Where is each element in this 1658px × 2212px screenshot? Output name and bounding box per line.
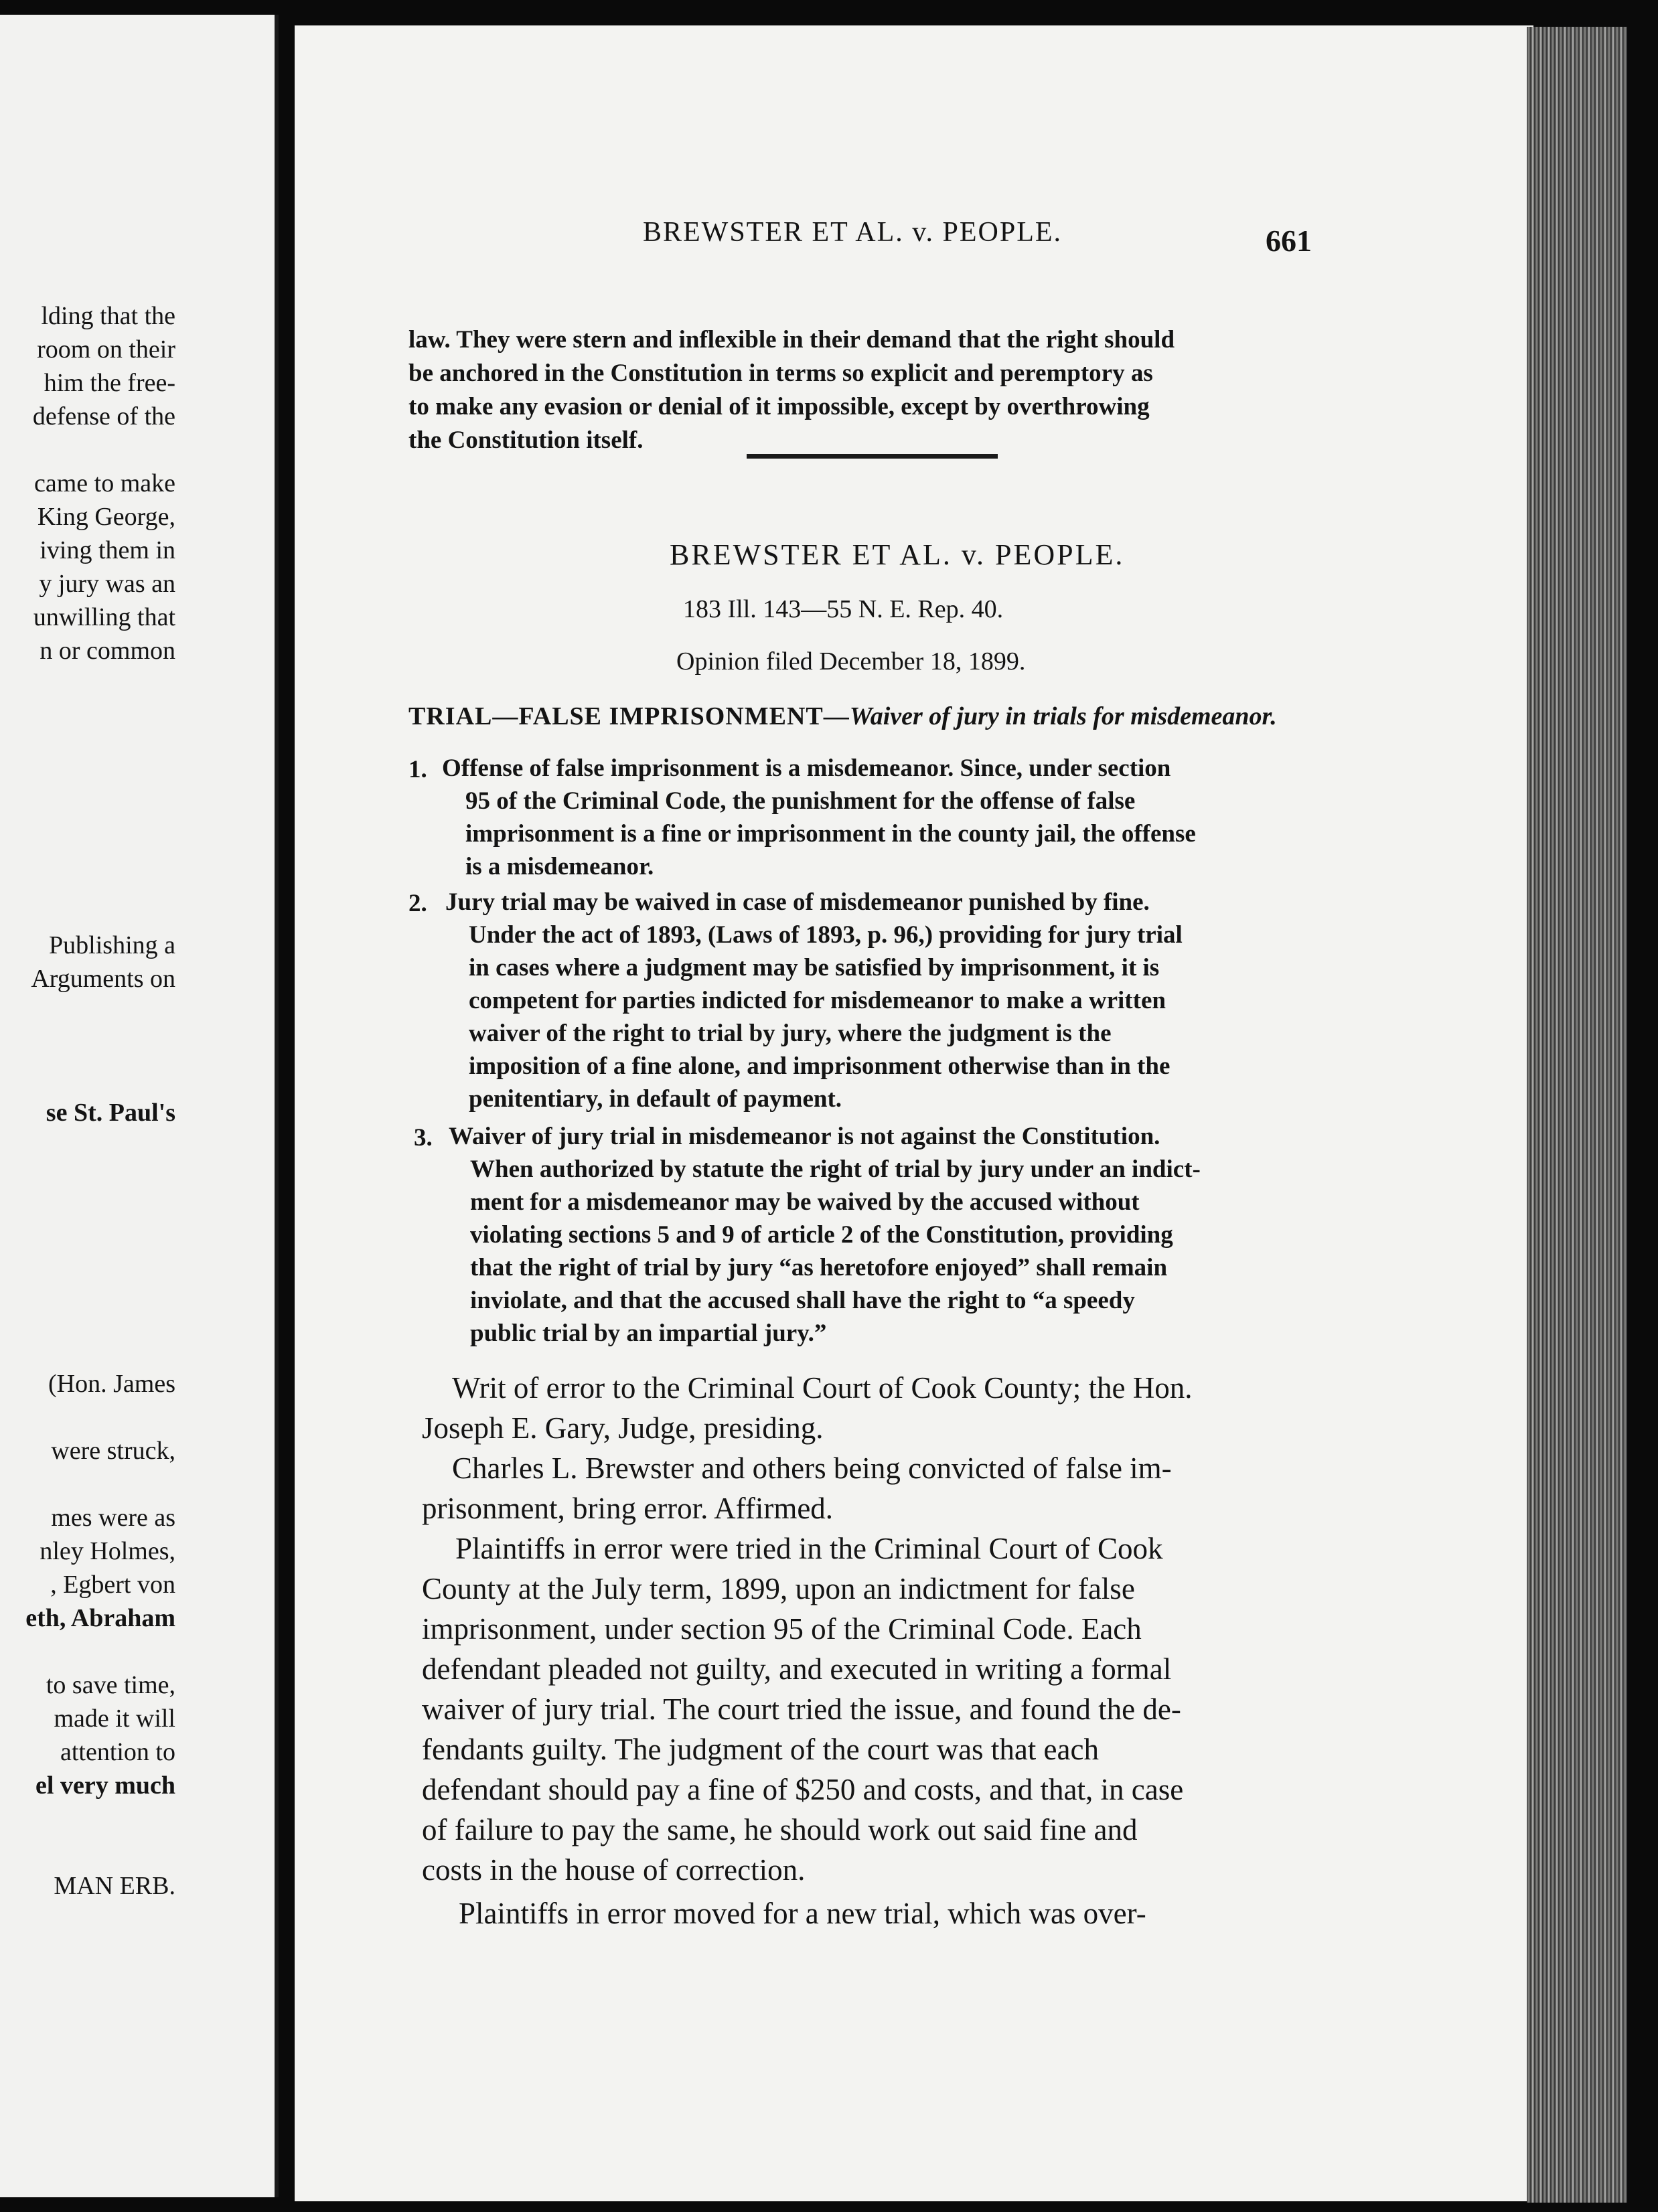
headnote-line: that the right of trial by jury “as heretofore enjoyed” shall remain [470,1254,1168,1281]
left-page-line: , Egbert von [50,1571,175,1599]
headnote-topic [408,702,1277,731]
headnote-line: imposition of a fine alone, and imprisonment otherwise than in the [469,1052,1171,1080]
page-number: 661 [1266,224,1312,258]
running-head: BREWSTER ET AL. v. PEOPLE. [643,217,1063,248]
headnote-line: 95 of the Criminal Code, the punishment for the offense of false [465,787,1136,815]
headnote-line: Under the act of 1893, (Laws of 1893, p. 96,) providing for jury trial [469,921,1183,949]
left-page-line: Publishing a [49,931,175,959]
headnote-line: public trial by an impartial jury.” [470,1320,827,1347]
left-facing-page [0,15,279,2197]
body-line: Writ of error to the Criminal Court of Cook County; the Hon. [452,1371,1193,1405]
left-page-line: him the free- [44,369,175,397]
body-line: of failure to pay the same, he should work out said fine and [422,1813,1138,1846]
headnote-line: When authorized by statute the right of trial by jury under an indict- [470,1156,1201,1183]
left-page-line: Arguments on [31,965,175,993]
headnote-line: competent for parties indicted for misdemeanor to make a written [469,987,1166,1014]
book-page-edges [1527,27,1627,2203]
left-page-line: eth, Abraham [25,1604,175,1632]
headnote-line: is a misdemeanor. [465,853,654,880]
headnote-line: waiver of the right to trial by jury, where the judgment is the [469,1020,1112,1047]
left-page-line: unwilling that [33,603,175,631]
body-line: Charles L. Brewster and others being convicted of false im- [452,1451,1172,1485]
paragraph-line: to make any evasion or denial of it impossible, except by overthrowing [408,393,1150,420]
left-page-line: iving them in [40,536,175,564]
body-line: fendants guilty. The judgment of the court was that each [422,1733,1099,1766]
headnote-line: violating sections 5 and 9 of article 2 of the Constitution, providing [470,1221,1173,1249]
section-divider-rule [747,454,998,459]
left-page-line: came to make [33,469,175,497]
headnote-line: imprisonment is a fine or imprisonment in the county jail, the offense [465,820,1196,848]
body-line: Joseph E. Gary, Judge, presiding. [422,1411,824,1445]
left-page-line: defense of the [32,402,175,430]
left-page-line: mes were as [51,1504,175,1532]
headnote-line: inviolate, and that the accused shall have the right to “a speedy [470,1287,1135,1314]
left-page-line: n or common [40,637,175,665]
left-page-line: lding that the [41,302,175,330]
headnote-detail: Waiver of jury in trials for misdemeanor. [849,702,1277,730]
body-line: defendant should pay a fine of $250 and costs, and that, in case [422,1773,1184,1806]
body-line: waiver of jury trial. The court tried the issue, and found the de- [422,1692,1181,1726]
headnote-line: Offense of false imprisonment is a misdemeanor. Since, under section [442,755,1171,782]
headnote-line: Waiver of jury trial in misdemeanor is not against the Constitution. [449,1123,1160,1150]
left-page-line: el very much [35,1771,175,1800]
headnote-line: ment for a misdemeanor may be waived by the accused without [470,1188,1140,1216]
headnote-number: 2. [408,890,427,917]
paragraph-line: law. They were stern and inflexible in their demand that the right should [408,326,1175,353]
left-page-line: y jury was an [39,570,175,598]
case-citation: 183 Ill. 143—55 N. E. Rep. 40. [683,595,1004,623]
paragraph-line: the Constitution itself. [408,426,644,454]
body-line: defendant pleaded not guilty, and executed in writing a formal [422,1652,1172,1686]
main-page [295,25,1533,2201]
left-page-line: were struck, [51,1437,175,1465]
left-page-line: (Hon. James [48,1370,175,1398]
headnote-subject: TRIAL—FALSE IMPRISONMENT— [408,702,850,730]
body-line: costs in the house of correction. [422,1853,806,1887]
body-line: prisonment, bring error. Affirmed. [422,1492,834,1525]
body-line: Plaintiffs in error were tried in the Criminal Court of Cook [455,1532,1163,1565]
case-title: BREWSTER ET AL. v. PEOPLE. [670,538,1125,571]
left-page-line: MAN ERB. [54,1872,175,1900]
left-page-line: attention to [60,1738,175,1766]
left-page-line: se St. Paul's [46,1099,175,1127]
paragraph-line: be anchored in the Constitution in terms so explicit and peremptory as [408,360,1153,387]
headnote-line: Jury trial may be waived in case of misdemeanor punished by fine. [445,888,1150,916]
left-page-line: King George, [37,503,175,531]
left-page-line: room on their [37,335,175,364]
body-line: imprisonment, under section 95 of the Criminal Code. Each [422,1612,1142,1646]
left-page-line: to save time, [46,1671,175,1699]
left-page-line: nley Holmes, [40,1537,175,1565]
body-line: County at the July term, 1899, upon an indictment for false [422,1572,1135,1605]
headnote-line: penitentiary, in default of payment. [469,1085,842,1113]
left-page-line: made it will [54,1705,175,1733]
headnote-number: 3. [414,1124,433,1152]
headnote-number: 1. [408,756,427,783]
headnote-line: in cases where a judgment may be satisfied by imprisonment, it is [469,954,1160,981]
body-line: Plaintiffs in error moved for a new trial, which was over- [459,1897,1146,1930]
opinion-date: Opinion filed December 18, 1899. [676,647,1026,676]
